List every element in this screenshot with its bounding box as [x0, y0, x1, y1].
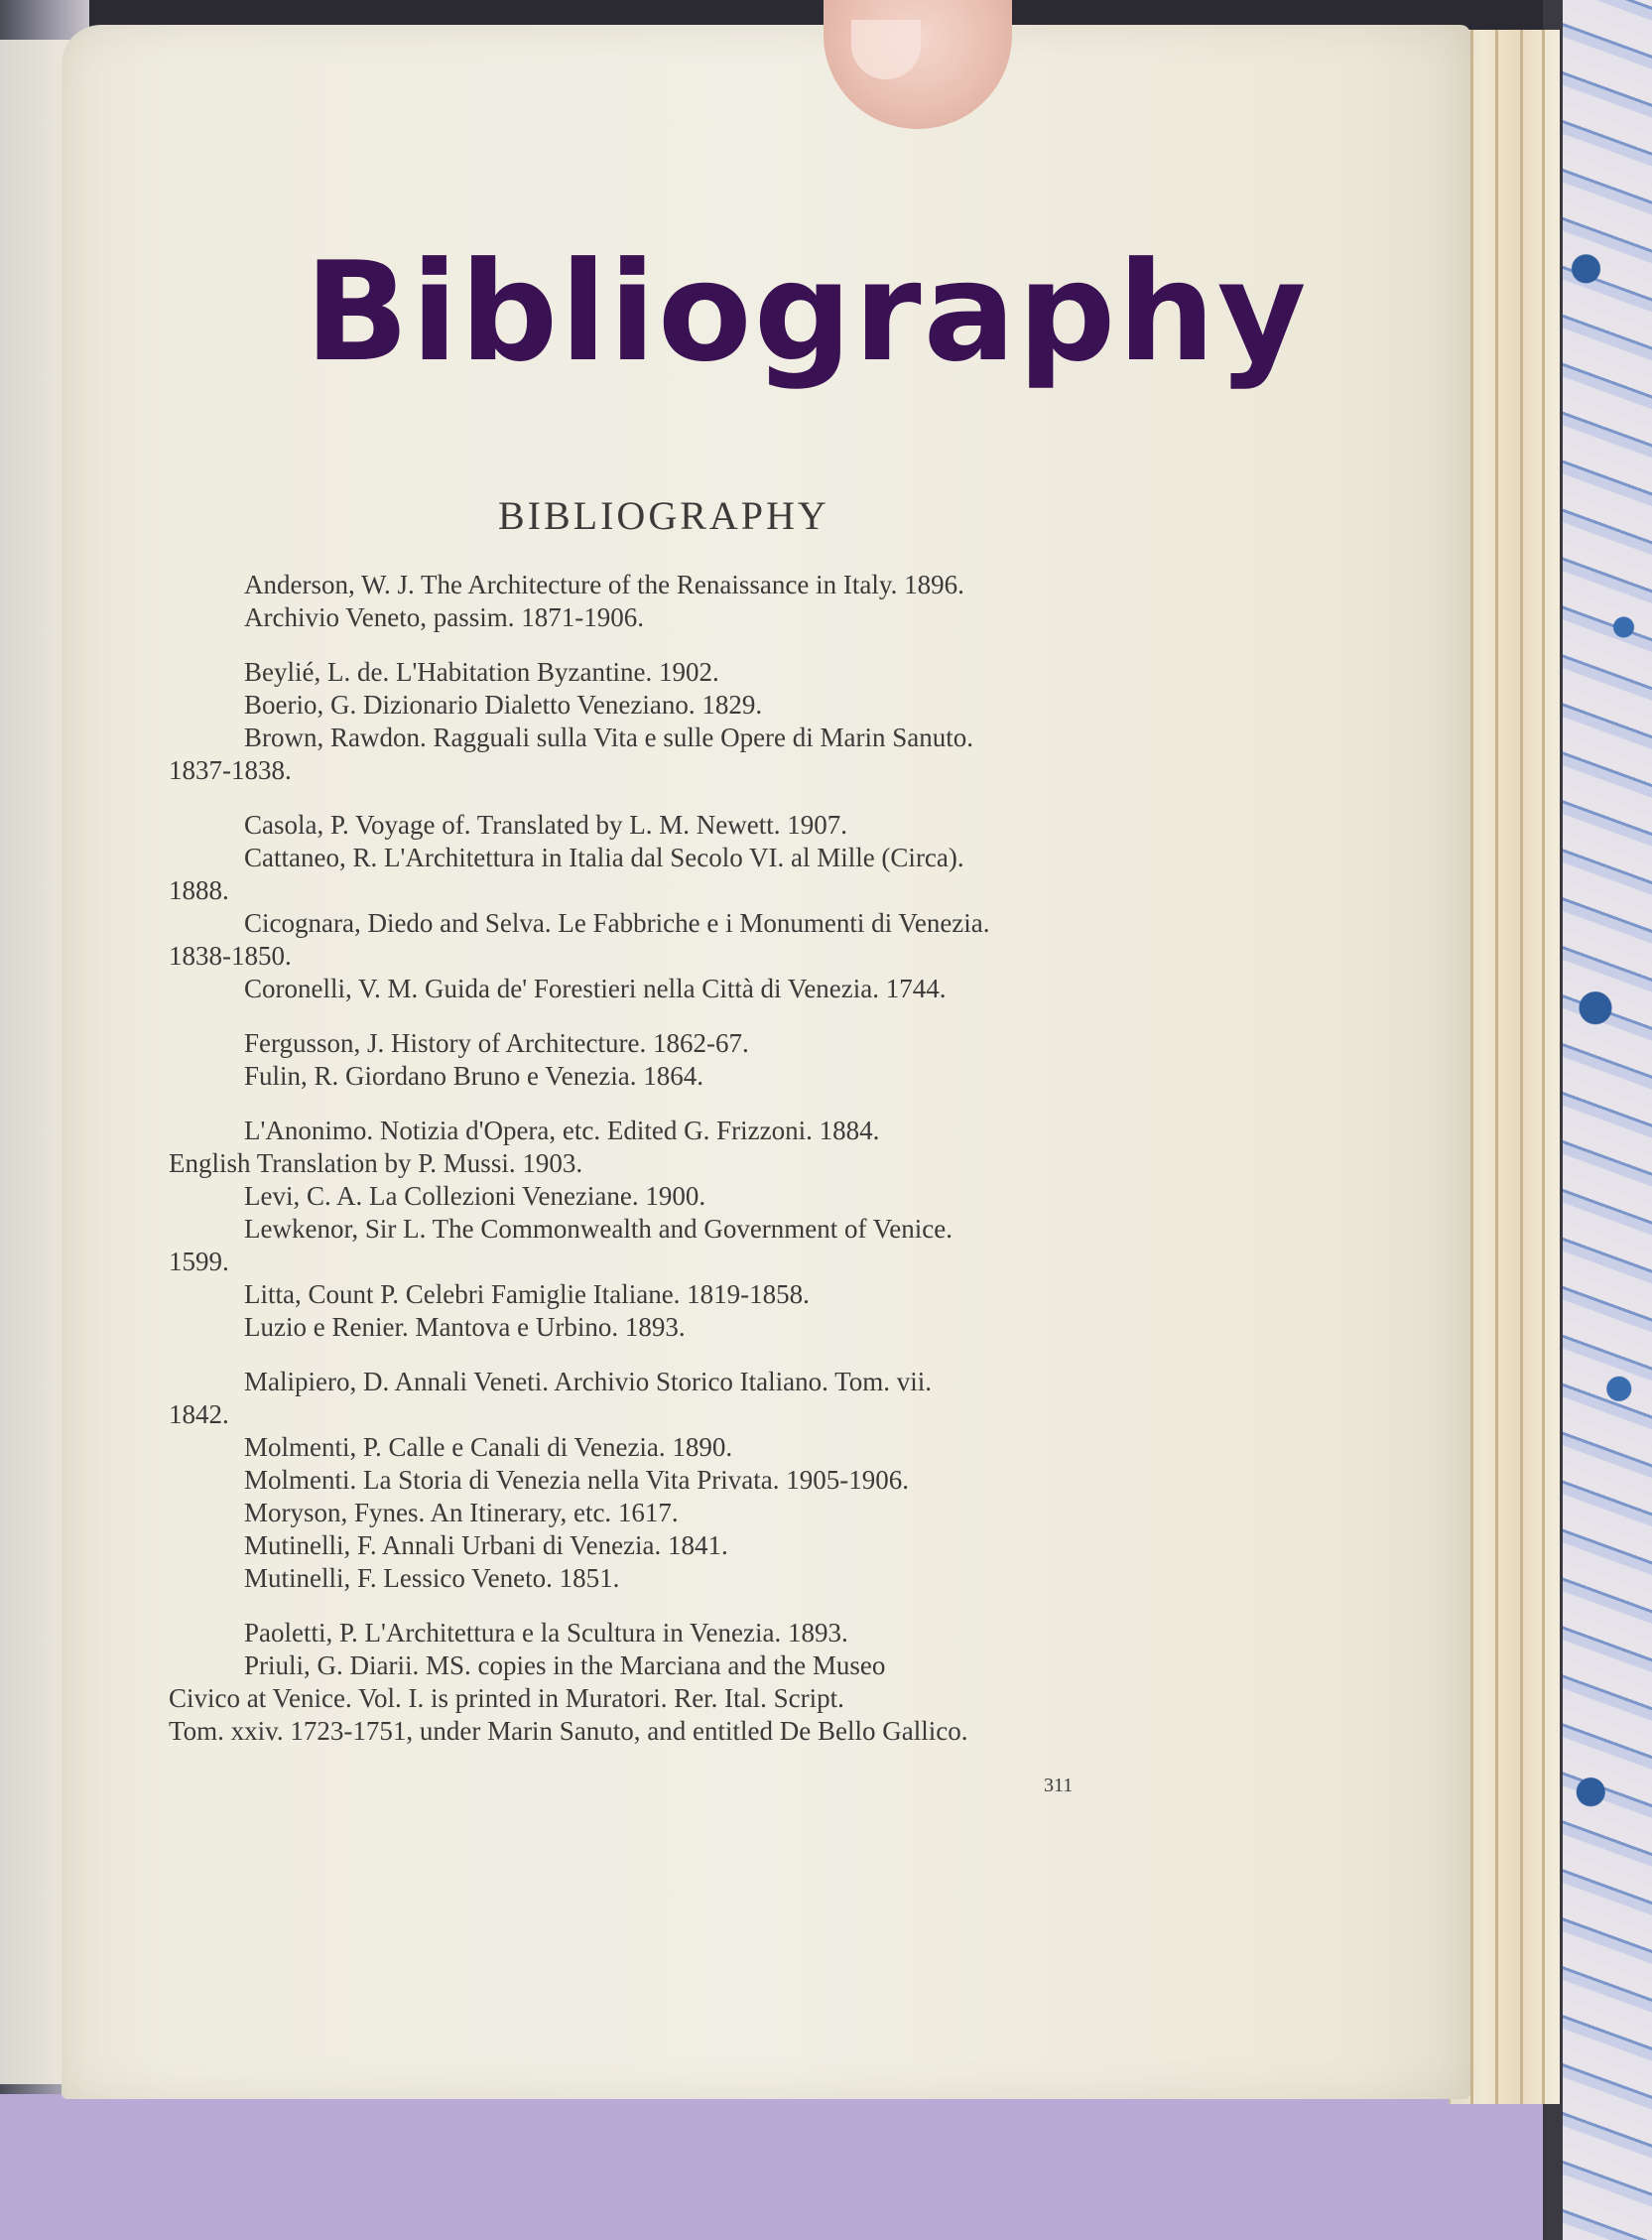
bibliography-entry: [200, 809, 1173, 842]
bibliography-entry: [169, 1213, 1173, 1278]
entry-line: Priuli, G. Diarii. MS. copies in the Marciana and the Museo: [244, 1650, 886, 1680]
bibliography-entry: [169, 722, 1173, 787]
entry-continuation-line: 1599.: [169, 1247, 229, 1276]
entry-line: L'Anonimo. Notizia d'Opera, etc. Edited G. Frizzoni. 1884.: [244, 1116, 880, 1145]
entry-continuation-line: 1837-1838.: [169, 755, 292, 785]
page-heading: BIBLIOGRAPHY: [498, 493, 829, 538]
bibliography-entry: [200, 1027, 1173, 1060]
group-gap: [200, 1005, 1173, 1027]
group-gap: [200, 1595, 1173, 1617]
entry-line: Brown, Rawdon. Ragguali sulla Vita e sulle Opere di Marin Sanuto.: [244, 723, 974, 752]
group-gap: [200, 787, 1173, 809]
bibliography-entry: [200, 601, 1173, 634]
entry-continuation-line: 1888.: [169, 875, 229, 905]
bibliography-entry: [169, 842, 1173, 907]
bibliography-entry: [200, 656, 1173, 689]
entry-line: Levi, C. A. La Collezioni Veneziane. 1900.: [244, 1181, 706, 1211]
entry-line: Archivio Veneto, passim. 1871-1906.: [244, 602, 644, 632]
entry-line: Cicognara, Diedo and Selva. Le Fabbriche e i Monumenti di Venezia.: [244, 908, 990, 938]
bibliography-entry: [200, 1311, 1173, 1344]
bibliography-entry: [200, 1529, 1173, 1562]
entry-line: Litta, Count P. Celebri Famiglie Italiane. 1819-1858.: [244, 1279, 810, 1309]
bibliography-entry: [169, 1366, 1173, 1431]
bibliography-entry: [169, 907, 1173, 973]
table-surface: [0, 2094, 1652, 2240]
bibliography-list: [169, 569, 1173, 1748]
facing-page-edge: [0, 40, 70, 2084]
marbled-endpaper: [1558, 0, 1652, 2240]
bibliography-entry: [200, 1060, 1173, 1093]
entry-line: Lewkenor, Sir L. The Commonwealth and Government of Venice.: [244, 1214, 953, 1244]
bibliography-entry: [169, 1115, 1173, 1180]
bibliography-entry: [200, 1497, 1173, 1529]
entry-line: Molmenti. La Storia di Venezia nella Vita Privata. 1905-1906.: [244, 1465, 909, 1495]
bibliography-entry: [200, 1278, 1173, 1311]
page-number: 311: [1044, 1775, 1074, 1796]
entry-line: Cattaneo, R. L'Architettura in Italia dal Secolo VI. al Mille (Circa).: [244, 843, 964, 872]
book-page: [62, 25, 1470, 2099]
bibliography-entry: [200, 689, 1173, 722]
entry-line: Molmenti, P. Calle e Canali di Venezia. 1890.: [244, 1432, 733, 1462]
bibliography-entry: [200, 1431, 1173, 1464]
entry-continuation-line: Civico at Venice. Vol. I. is printed in Muratori. Rer. Ital. Script.: [169, 1683, 844, 1713]
entry-line: Mutinelli, F. Annali Urbani di Venezia. 1841.: [244, 1530, 728, 1560]
entry-line: Coronelli, V. M. Guida de' Forestieri nella Città di Venezia. 1744.: [244, 974, 947, 1003]
entry-line: Casola, P. Voyage of. Translated by L. M. Newett. 1907.: [244, 810, 847, 840]
entry-line: Beylié, L. de. L'Habitation Byzantine. 1902.: [244, 657, 719, 687]
bibliography-entry: [200, 973, 1173, 1005]
bibliography-entry: [200, 1180, 1173, 1213]
bibliography-entry: [200, 1562, 1173, 1595]
entry-line: Luzio e Renier. Mantova e Urbino. 1893.: [244, 1312, 686, 1342]
entry-line: Moryson, Fynes. An Itinerary, etc. 1617.: [244, 1498, 679, 1527]
bibliography-entry: [169, 1649, 1173, 1748]
entry-continuation-line: English Translation by P. Mussi. 1903.: [169, 1148, 583, 1178]
group-gap: [200, 1344, 1173, 1366]
entry-continuation-line: Tom. xxiv. 1723-1751, under Marin Sanuto, and entitled De Bello Gallico.: [169, 1716, 968, 1746]
group-gap: [200, 1093, 1173, 1115]
group-gap: [200, 634, 1173, 656]
bibliography-entry: [200, 569, 1173, 601]
entry-line: Mutinelli, F. Lessico Veneto. 1851.: [244, 1563, 620, 1593]
entry-continuation-line: 1842.: [169, 1399, 229, 1429]
bibliography-entry: [200, 1464, 1173, 1497]
bibliography-entry: [200, 1617, 1173, 1649]
entry-line: Fergusson, J. History of Architecture. 1862-67.: [244, 1028, 749, 1058]
entry-continuation-line: 1838-1850.: [169, 941, 292, 971]
overlay-title: Bibliography: [305, 232, 1309, 392]
entry-line: Malipiero, D. Annali Veneti. Archivio Storico Italiano. Tom. vii.: [244, 1367, 933, 1396]
entry-line: Paoletti, P. L'Architettura e la Scultura in Venezia. 1893.: [244, 1618, 848, 1647]
entry-line: Anderson, W. J. The Architecture of the Renaissance in Italy. 1896.: [244, 570, 964, 599]
entry-line: Fulin, R. Giordano Bruno e Venezia. 1864.: [244, 1061, 703, 1091]
entry-line: Boerio, G. Dizionario Dialetto Veneziano. 1829.: [244, 690, 763, 720]
